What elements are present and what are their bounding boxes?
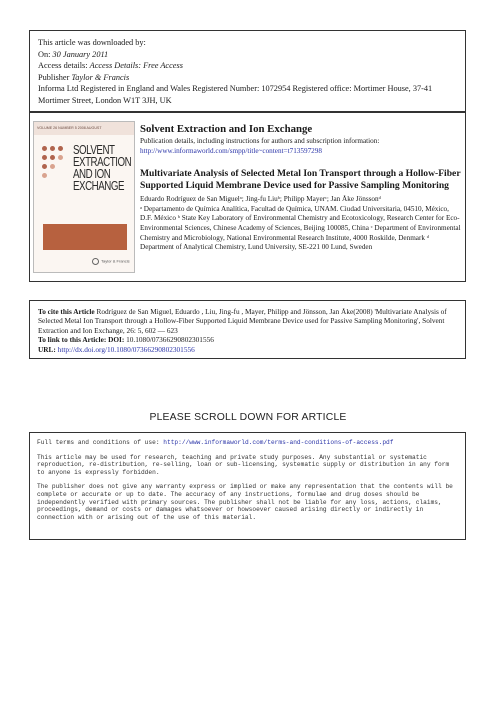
terms-box xyxy=(29,432,466,540)
scroll-down-message: PLEASE SCROLL DOWN FOR ARTICLE xyxy=(149,412,347,423)
cover-dot xyxy=(42,164,47,169)
url-line xyxy=(38,345,457,354)
cover-title-line: AND ION xyxy=(73,167,111,181)
publication-details: Publication details, including instructions for authors and subscription information: xyxy=(140,137,380,145)
journal-url-link[interactable]: http://www.informaworld.com/smpp/title~content=t713597298 xyxy=(140,146,322,155)
cover-title-line: SOLVENT xyxy=(73,143,115,157)
journal-name: Solvent Extraction and Ion Exchange xyxy=(140,123,313,135)
downloaded-by-line: This article was downloaded by: xyxy=(38,38,146,47)
cover-dot xyxy=(42,146,47,151)
access-label: Access details: xyxy=(38,61,88,71)
citation-box xyxy=(29,300,466,359)
publisher-logo-icon xyxy=(92,258,99,265)
doi-line xyxy=(38,335,457,344)
informa-registration: Informa Ltd Registered in England and Wales Registered Number: 1072954 Registered office: Mortimer House, 37-41 Mortimer Street, London W1T 3JH, UK xyxy=(38,84,433,105)
terms-warranty-paragraph: The publisher does not give any warranty express or implied or make any representation that the contents will be complete or accurate or up to date. The accuracy of any instructions, formulae and drug doses should be independently verified with primary sources. The publisher shall not be liable for any loss, actions, claims, proceedings, demand or costs or damages whatsoever or howsoever caused arising directly or indirectly in connection with or arising out of the use of this material. xyxy=(37,483,453,521)
cover-dot xyxy=(42,155,47,160)
doi-url-link[interactable]: http://dx.doi.org/10.1080/07366290802301556 xyxy=(57,344,195,354)
cover-dot xyxy=(58,155,63,160)
cover-title-line: EXTRACTION xyxy=(73,155,132,169)
link-label: To link to this Article: xyxy=(38,335,107,345)
cover-title xyxy=(73,143,132,193)
download-date-line xyxy=(38,49,457,61)
cover-publisher-name: Taylor & Francis xyxy=(101,258,130,264)
publisher-line xyxy=(38,72,457,84)
publisher-label: Publisher xyxy=(38,72,70,82)
doi-value: 10.1080/07366290802301556 xyxy=(126,335,214,345)
cover-dot xyxy=(50,164,55,169)
cover-dot xyxy=(58,146,63,151)
cover-dot xyxy=(42,173,47,178)
terms-url-link[interactable]: http://www.informaworld.com/terms-and-conditions-of-access.pdf xyxy=(163,439,394,446)
cover-color-block xyxy=(43,224,127,250)
cover-top-text: VOLUME 26 NUMBER 5 2008 AUGUST xyxy=(34,122,134,135)
journal-info-box xyxy=(29,112,466,282)
download-info-box xyxy=(29,30,466,112)
cover-publisher-logo xyxy=(92,258,130,265)
cover-title-line: EXCHANGE xyxy=(73,179,124,193)
access-value: Access Details: Free Access xyxy=(89,61,183,71)
terms-line xyxy=(37,439,458,447)
access-details-line xyxy=(38,60,457,72)
url-label: URL: xyxy=(38,344,56,354)
cite-label: To cite this Article xyxy=(38,307,95,316)
download-date: 30 January 2011 xyxy=(52,49,109,59)
cover-dot xyxy=(50,155,55,160)
on-label: On: xyxy=(38,49,51,59)
doi-label: DOI: xyxy=(108,335,125,345)
cite-body: Rodríguez de San Miguel, Eduardo , Liu, Jing-fu , Mayer, Philipp and Jönsson, Jan Åke(2008) 'Multivariate Analysis of Selected Metal Ion Transport through a Hollow-Fiber Supported Liquid Membrane Device used for Passive Sampling Monitoring', Solvent Extraction and Ion Exchange, 26: 5, 602 — 623 xyxy=(38,307,447,335)
author-affiliations: ᵃ Departamento de Química Analítica, Facultad de Química, UNAM. Ciudad Universitaria, 04510, México, D.F. México ᵇ State Key Laboratory of Environmental Chemistry and Ecotoxicology, Research Center for Eco-Environmental Sciences, Chinese Academy of Sciences, Beijing 100085, China ᶜ Department of Environmental Chemistry and Microbiology, National Environmental Research Institute, 4000 Roskilde, Denmark ᵈ Department of Analytical Chemistry, Lund University, SE-221 00 Lund, Sweden xyxy=(140,204,461,252)
terms-usage-paragraph: This article may be used for research, teaching and private study purposes. Any substantial or systematic reproduction, re-distribution, re-selling, loan or sub-licensing, systematic supply or distribution in any form to anyone is expressly forbidden. xyxy=(37,453,450,476)
cover-dot xyxy=(50,146,55,151)
journal-cover-image xyxy=(33,121,135,273)
citation-text xyxy=(38,307,457,335)
terms-label: Full terms and conditions of use: xyxy=(37,439,160,446)
journal-details xyxy=(140,123,462,253)
publisher-name: Taylor & Francis xyxy=(71,72,130,82)
article-title: Multivariate Analysis of Selected Metal Ion Transport through a Hollow-Fiber Supported Liquid Membrane Device used for Passive Sampling Monitoring xyxy=(140,168,461,192)
article-authors: Eduardo Rodríguez de San Miguelᵃ; Jing-fu Liuᵇ; Philipp Mayerᶜ; Jan Åke Jönssonᵈ xyxy=(140,195,381,204)
